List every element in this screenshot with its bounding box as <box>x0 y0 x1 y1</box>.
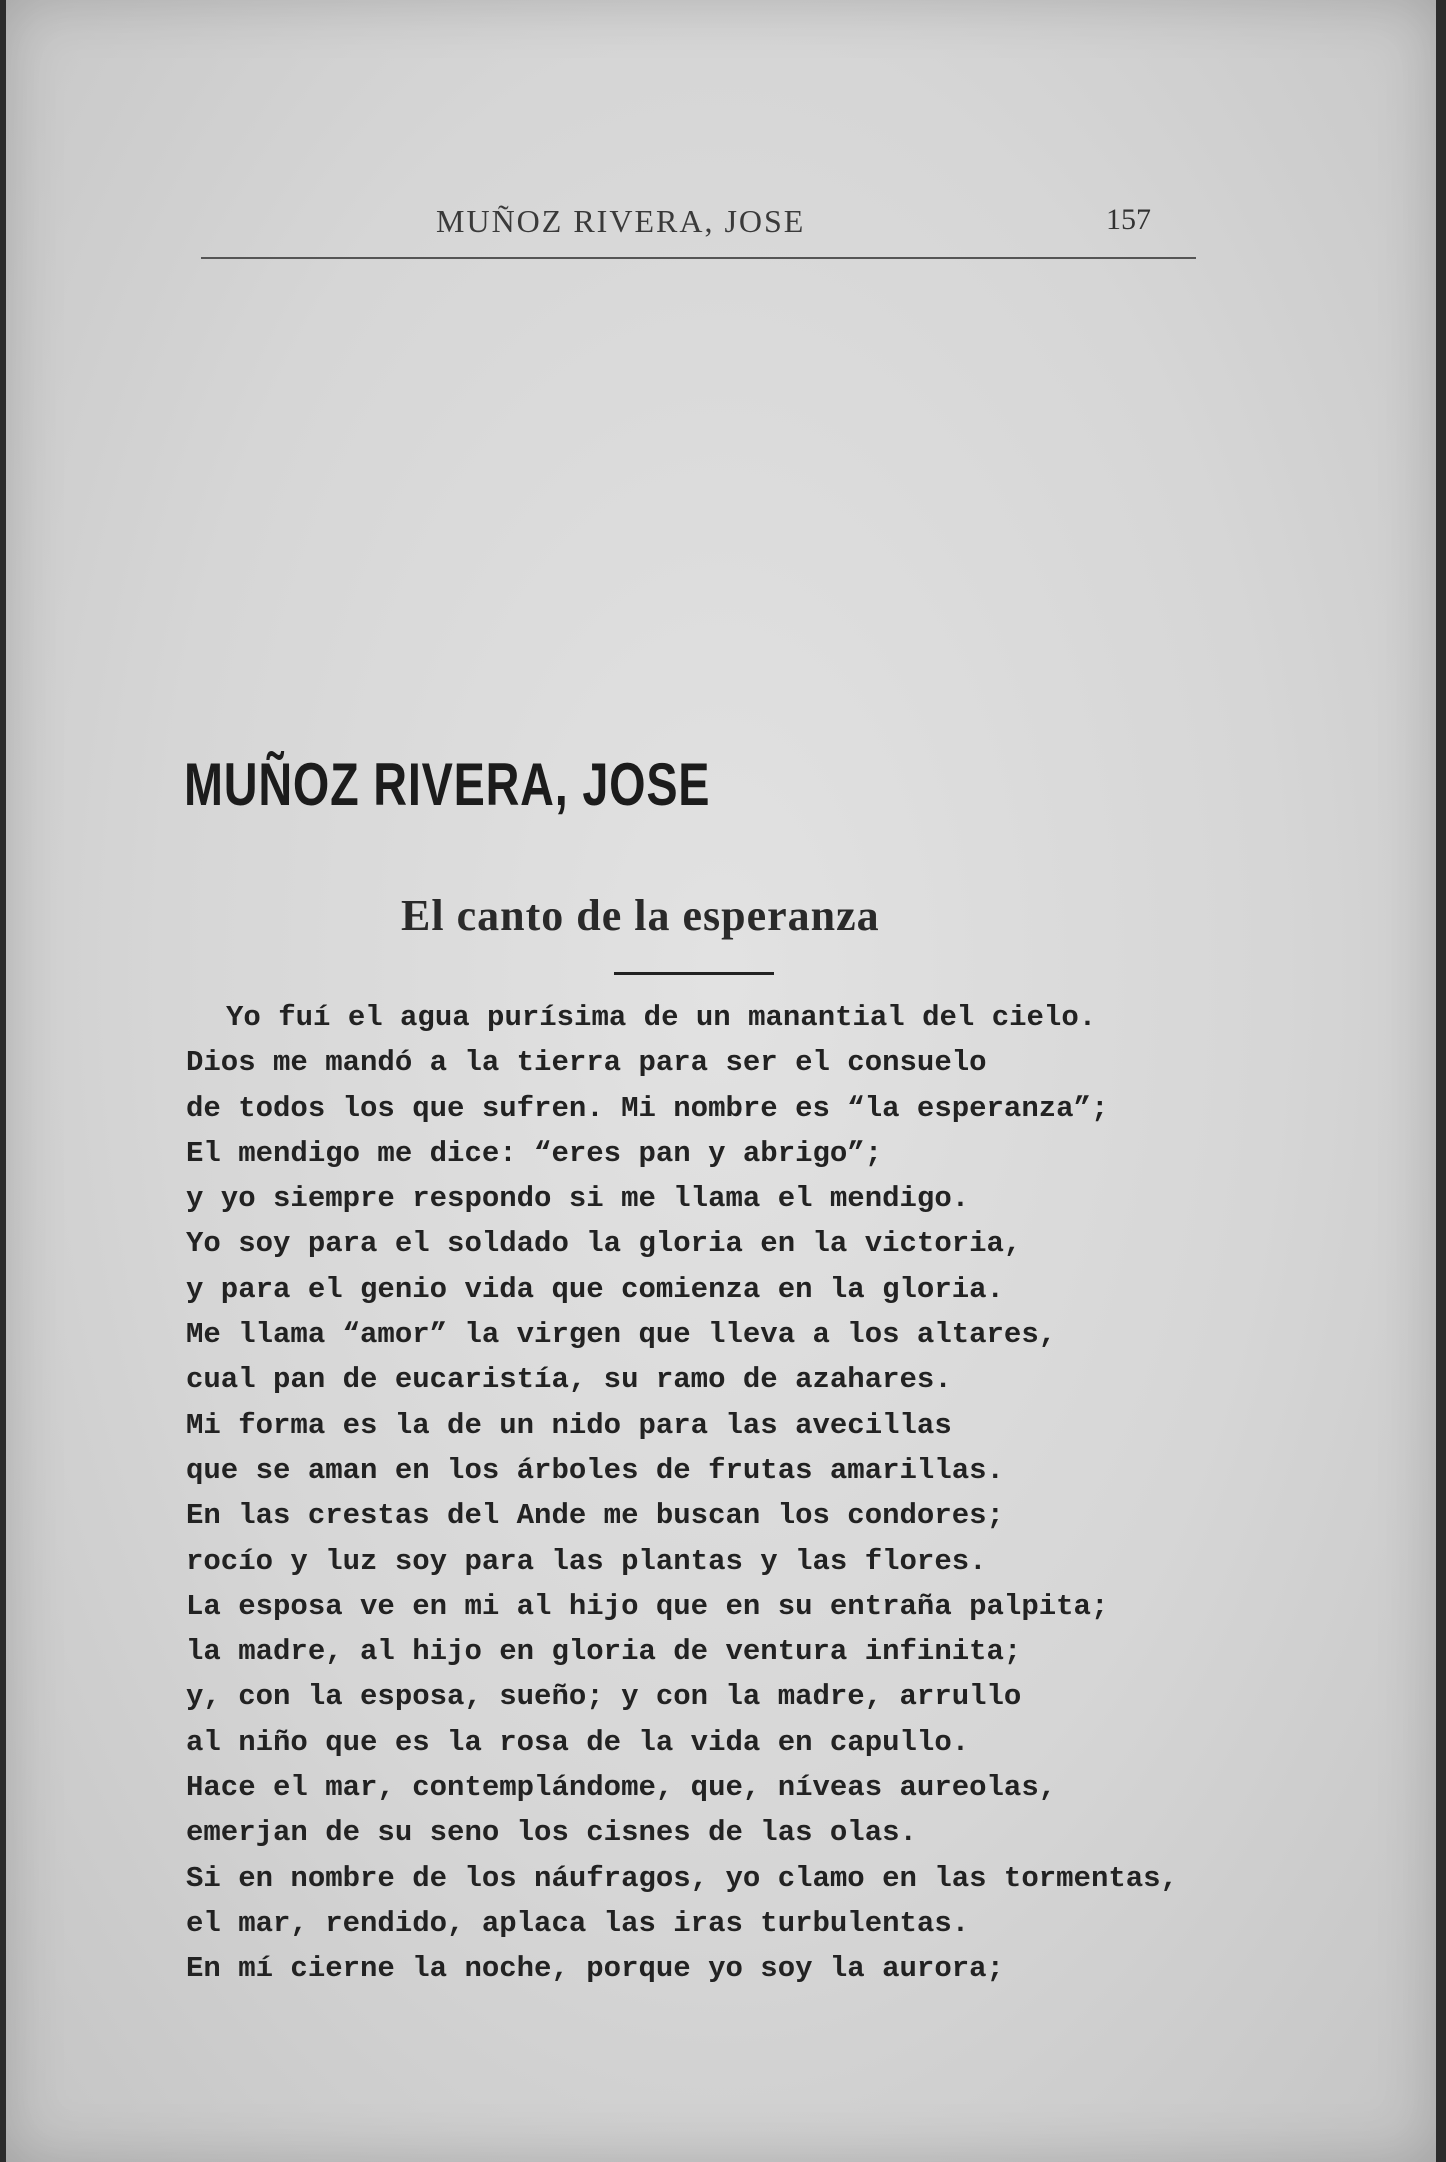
poem-line: cual pan de eucaristía, su ramo de azahares. <box>186 1363 952 1397</box>
poem-line: Dios me mandó a la tierra para ser el consuelo <box>186 1046 987 1080</box>
poem-line: En mí cierne la noche, porque yo soy la aurora; <box>186 1952 1004 1986</box>
author-heading: MUÑOZ RIVERA, JOSE <box>184 751 711 818</box>
poem-line: Me llama “amor” la virgen que lleva a los altares, <box>186 1318 1057 1352</box>
poem-line: el mar, rendido, aplaca las iras turbulentas. <box>186 1906 970 1940</box>
poem-line: El mendigo me dice: “eres pan y abrigo”; <box>186 1136 883 1170</box>
poem-line: al niño que es la rosa de la vida en capullo. <box>186 1725 970 1759</box>
poem-line: Hace el mar, contemplándome, que, níveas aureolas, <box>186 1771 1057 1805</box>
poem-line: la madre, al hijo en gloria de ventura infinita; <box>186 1635 1022 1669</box>
poem-line: y para el genio vida que comienza en la gloria. <box>186 1272 1004 1306</box>
page-number: 157 <box>1106 203 1151 236</box>
poem-line: de todos los que sufren. Mi nombre es “la esperanza”; <box>186 1091 1109 1125</box>
poem-line: rocío y luz soy para las plantas y las flores. <box>186 1544 987 1578</box>
page-header <box>201 203 1201 253</box>
poem-line: En las crestas del Ande me buscan los condores; <box>186 1499 1004 1533</box>
poem-line: La esposa ve en mi al hijo que en su entraña palpita; <box>186 1589 1109 1623</box>
poem-line: emerjan de su seno los cisnes de las olas. <box>186 1816 917 1850</box>
poem-line: y, con la esposa, sueño; y con la madre, arrullo <box>186 1680 1022 1714</box>
poem-line: Yo fuí el agua purísima de un manantial del cielo. <box>226 1001 1097 1034</box>
poem-title: El canto de la esperanza <box>401 891 880 940</box>
poem-line: y yo siempre respondo si me llama el mendigo. <box>186 1182 970 1216</box>
header-rule <box>201 257 1196 259</box>
poem-line: que se aman en los árboles de frutas amarillas. <box>186 1453 1004 1487</box>
poem-line: Mi forma es la de un nido para las avecillas <box>186 1408 952 1442</box>
book-page <box>6 0 1436 2162</box>
title-rule <box>614 972 774 975</box>
running-head: MUÑOZ RIVERA, JOSE <box>436 203 806 239</box>
poem-body <box>186 995 1236 1992</box>
poem-line: Yo soy para el soldado la gloria en la victoria, <box>186 1227 1022 1261</box>
poem-line: Si en nombre de los náufragos, yo clamo en las tormentas, <box>186 1861 1178 1895</box>
